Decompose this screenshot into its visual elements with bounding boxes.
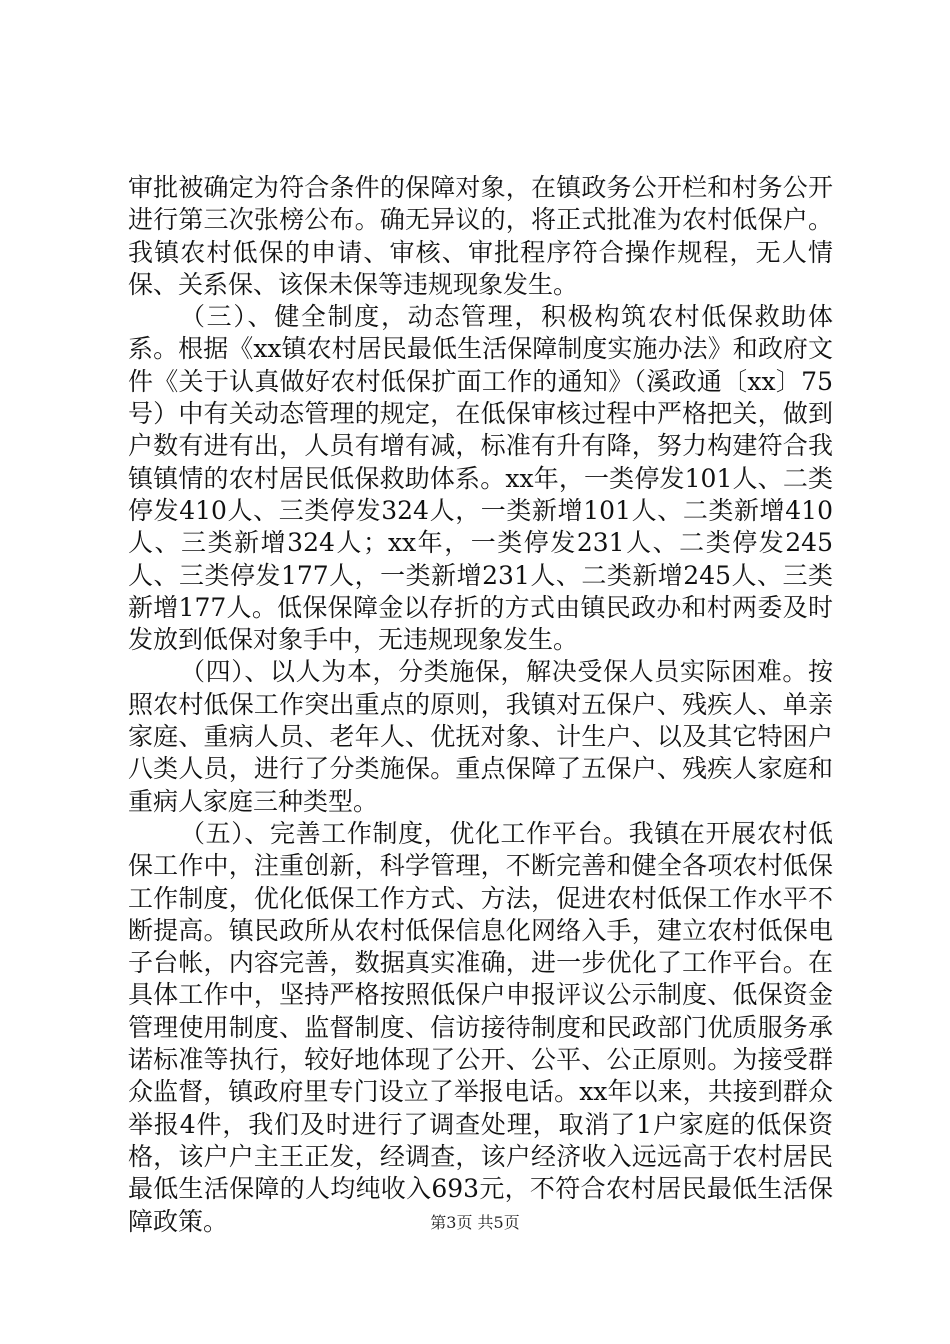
page-footer — [0, 1212, 950, 1234]
document-body — [128, 172, 833, 1238]
paragraph-continuation: 审批被确定为符合条件的保障对象，在镇政务公开栏和村务公开进行第三次张榜公布。确无异议的，将正式批准为农村低保户。我镇农村低保的申请、审核、审批程序符合操作规程，无人情保、关系保、该保未保等违规现象发生。 — [128, 173, 833, 299]
paragraph-section-five: （五）、完善工作制度，优化工作平台。我镇在开展农村低保工作中，注重创新，科学管理，不断完善和健全各项农村低保工作制度，优化低保工作方式、方法，促进农村低保工作水平不断提高。镇民政所从农村低保信息化网络入手，建立农村低保电子台帐，内容完善，数据真实准确，进一步优化了工作平台。在具体工作中，坚持严格按照低保户申报评议公示制度、低保资金管理使用制度、监督制度、信访接待制度和民政部门优质服务承诺标准等执行，较好地体现了公开、公平、公正原则。为接受群众监督，镇政府里专门设立了举报电话。xx年以来，共接到群众举报4件，我们及时进行了调查处理，取消了1户家庭的低保资格，该户户主王正发，经调查，该户经济收入远远高于农村居民最低生活保障的人均纯收入693元，不符合农村居民最低生活保障政策。 — [128, 818, 833, 1236]
paragraph-section-three: （三）、健全制度，动态管理，积极构筑农村低保救助体系。根据《xx镇农村居民最低生活保障制度实施办法》和政府文件《关于认真做好农村低保扩面工作的通知》（溪政通〔xx〕75号）中有关动态管理的规定，在低保审核过程中严格把关，做到户数有进有出，人员有增有减，标准有升有降，努力构建符合我镇镇情的农村居民低保救助体系。xx年，一类停发101人、二类停发410人、三类停发324人，一类新增101人、二类新增410人、三类新增324人；xx年，一类停发231人、二类停发245人、三类停发177人，一类新增231人、二类新增245人、三类新增177人。低保保障金以存折的方式由镇民政办和村两委及时发放到低保对象手中，无违规现象发生。 — [128, 302, 833, 655]
page-number: 第3页 共5页 — [430, 1213, 520, 1232]
paragraph-section-four: （四）、以人为本，分类施保，解决受保人员实际困难。按照农村低保工作突出重点的原则，我镇对五保户、残疾人、单亲家庭、重病人员、老年人、优抚对象、计生户、以及其它特困户八类人员，进行了分类施保。重点保障了五保户、残疾人家庭和重病人家庭三种类型。 — [128, 657, 833, 816]
